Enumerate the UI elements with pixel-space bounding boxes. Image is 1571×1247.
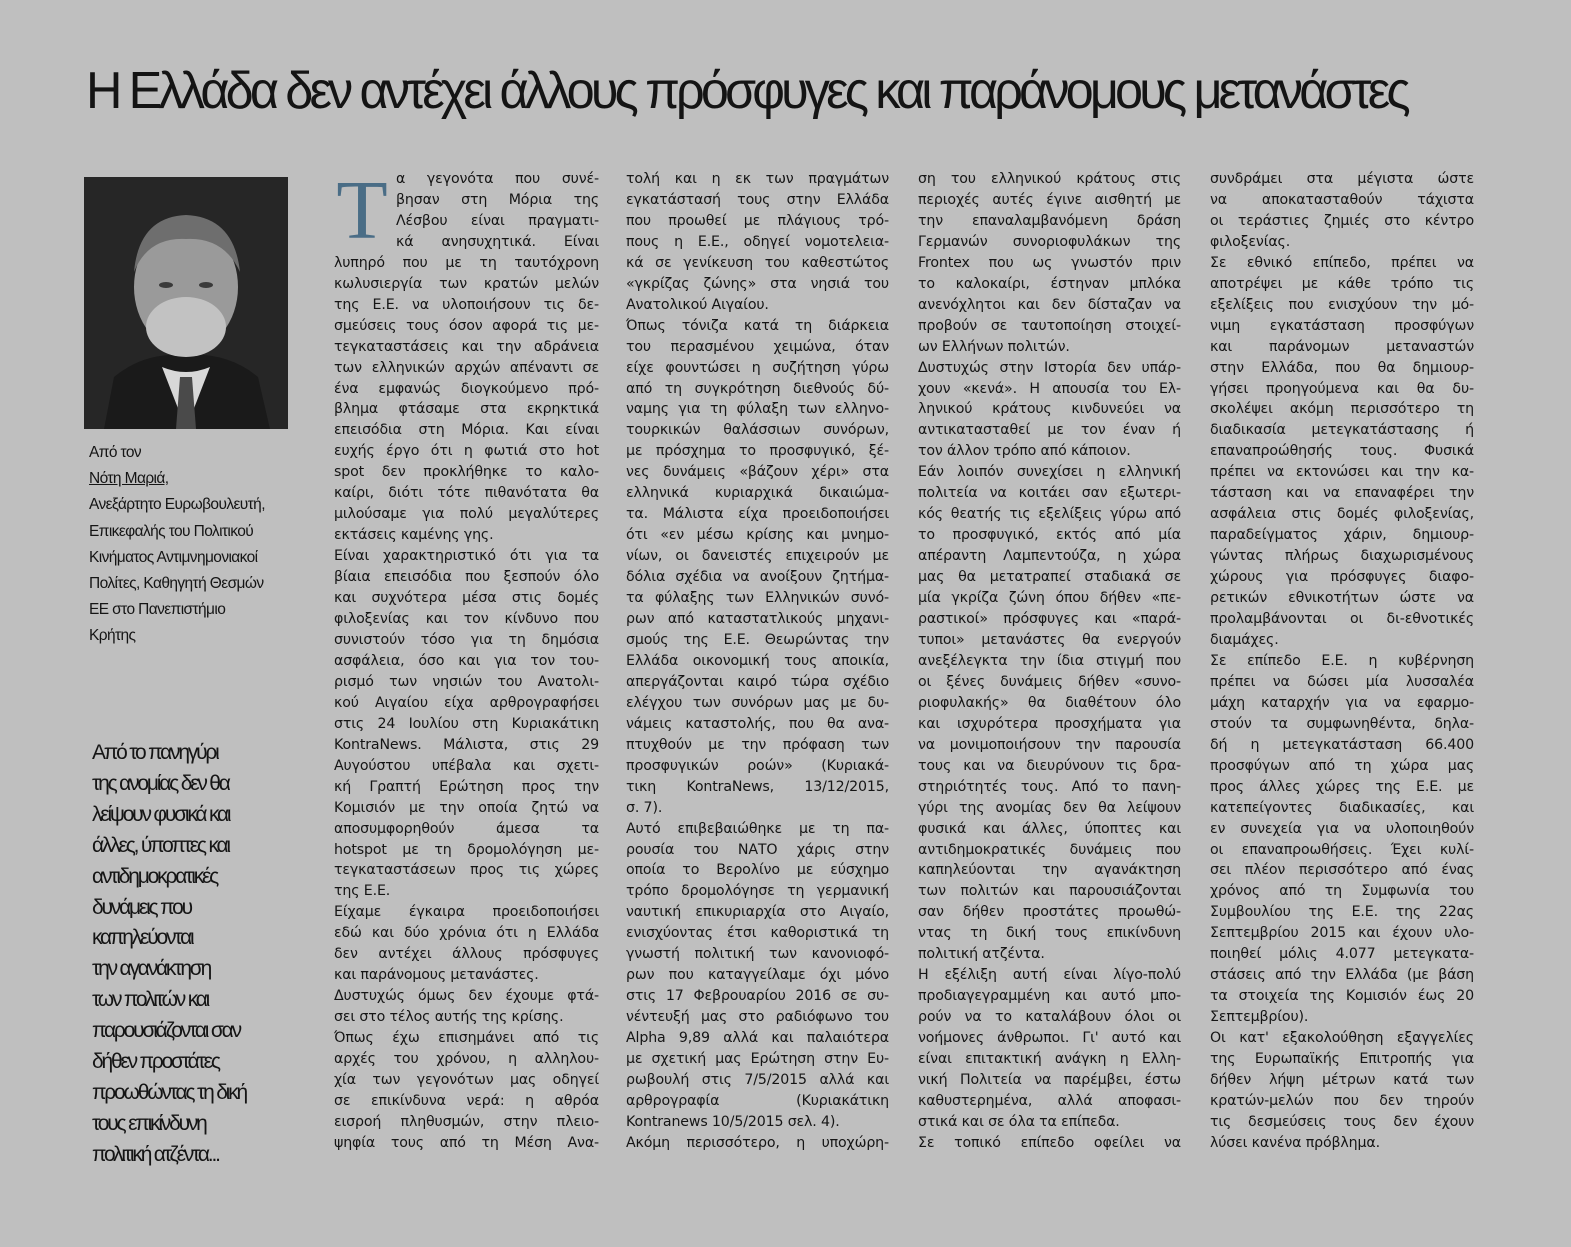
article-text-line: αρθρογραφία (Κυριακάτικη (626, 1092, 889, 1109)
article-text-line: επαναπροώθησής τους. Φυσικά (1210, 443, 1474, 460)
article-text-line: ενισχύοντας έτσι καθοριστικά τη (626, 925, 889, 942)
byline-line: Ανεξάρτητο Ευρωβουλευτή, (89, 496, 265, 514)
article-text-line: ρων από καταστατλικούς μηχανι- (626, 611, 889, 628)
article-text-line: πολιτική ατζέντα. (918, 946, 1045, 963)
article-text-line: δήθεν λήψη μέτρων κατά των (1210, 1071, 1474, 1088)
article-text-line: σκολέψει ακόμη περισσότερο τη (1210, 401, 1474, 418)
article-text-line: προλαμβάνονται οι δι-εθνοτικές (1210, 611, 1474, 628)
article-text-line: KontraNews. Μάλιστα, στις 29 (334, 736, 599, 753)
article-text-line: Είναι χαρακτηριστικό ότι για τα (334, 548, 599, 565)
article-text-line: τρόπο δρομολόγησε τη γερμανική (626, 883, 889, 900)
article-text-line: ων Ελλήνων πολιτών. (918, 338, 1070, 355)
article-text-line: προδιαγεγραμμένη και αυτό μπο- (918, 988, 1181, 1005)
article-text-line: νέντευξή μας στο ραδιόφωνο του (626, 1009, 889, 1026)
article-text-line: εγκατάστασή τους στην Ελλάδα (626, 191, 889, 208)
article-text-line: Η εξέλιξη αυτή είναι λίγο-πολύ (918, 967, 1181, 984)
article-text-line: του περασμένου χειμώνα, όταν (626, 338, 889, 355)
article-column-3 (918, 169, 1181, 1154)
pull-quote-line: των πολιτών και (92, 988, 209, 1012)
drop-cap: Τ (336, 164, 388, 257)
pull-quote-line: λείψουν φυσικά και (92, 802, 230, 826)
article-text-line: της Ε.Ε. (334, 883, 391, 900)
article-text-line: συνδράμει στα μέγιστα ώστε (1210, 171, 1474, 187)
article-text-line: κωλυσιεργία των κρατών μελών (334, 275, 599, 292)
article-text-line: λύσει κανένα πρόβλημα. (1210, 1134, 1380, 1151)
article-text-line: τυποι» μετανάστες θα ενεργούν (918, 631, 1181, 648)
article-text-line: ελέγχου των συνόρων μας με δυ- (626, 694, 889, 711)
article-text-line: παραδείγματος χάριν, δημιουρ- (1210, 527, 1474, 544)
article-text-line: φιλοξενίας. (1210, 233, 1291, 250)
article-text-line: πτυχθούν με την πρόφαση των (626, 736, 889, 753)
byline-line: Επικεφαλής του Πολιτικού (89, 522, 254, 540)
article-text-line: διαδικασία μετεγκατάστασης ή (1210, 422, 1474, 439)
article-text-line: ντας τη δική τους επικίνδυνη (918, 925, 1181, 942)
article-text-line: τους και να διευρύνουν τις δρα- (918, 757, 1181, 774)
article-text-line: είναι επιτακτική ανάγκη η Ελλη- (918, 1051, 1181, 1068)
article-column-1 (334, 164, 599, 1154)
article-text-line: φυσικά και άλλες, ύποπτες και (918, 820, 1181, 837)
article-text-line: α γεγονότα που συνέ- (396, 171, 599, 187)
pull-quote-line: τους επικίνδυνη (92, 1111, 206, 1135)
article-text-line: περιοχές αυτές έγινε αισθητή με (918, 191, 1181, 208)
article-text-line: με πρόσχημα το προσφυγικό, ξέ- (626, 443, 889, 460)
article-text-line: σε επικίνδυνα νερά: η αθρόα (334, 1092, 599, 1109)
article-text-line: ελληνικά κυριαρχικά δικαιώμα- (626, 485, 889, 502)
article-text-line: κού Αιγαίου είχα αρθρογραφήσει (334, 694, 599, 711)
article-text-line: εν συνεχεία για να υλοποιηθούν (1210, 820, 1474, 837)
byline-line: Πολίτες, Καθηγητή Θεσμών (89, 575, 264, 593)
article-text-line: εκτάσεις καμένης γης. (334, 527, 494, 544)
article-text-line: Frontex που ως γνωστόν πριν (918, 254, 1181, 271)
article-text-line: τικη KontraNews, 13/12/2015, (626, 778, 889, 795)
article-text-line: και ισχυρότερα προσχήματα για (918, 715, 1181, 732)
article-text-line: ότι «εν μέσω κρίσης και μνημο- (626, 527, 889, 544)
article-text-line: ασφάλεια στις δομές φιλοξενίας, (1210, 506, 1474, 523)
article-text-line: κρατών-μελών που δεν τηρούν (1210, 1092, 1474, 1109)
article-text-line: Όπως τόνιζα κατά τη διάρκεια (626, 317, 889, 334)
article-text-line: καίρι, διότι τότε πιθανότατα θα (334, 485, 599, 502)
pull-quote-line: παρουσιάζονται σαν (92, 1019, 240, 1043)
headline: Η Ελλάδα δεν αντέχει άλλους πρόσφυγες και παράνομους μετανάστες (86, 62, 1407, 120)
article-column-4 (1210, 169, 1474, 1154)
article-text-line: καθυστερημένα, αλλά αποφασι- (918, 1092, 1181, 1109)
article-text-line: αντιδημοκρατικές δυνάμεις που (918, 841, 1181, 858)
article-text-line: Εάν λοιπόν συνεχίσει η ελληνική (918, 464, 1181, 481)
article-text-line: «γκρίζας ζώνης» στα νησιά του (626, 275, 889, 292)
article-text-line: γνωστή πολιτική των κανονιοφό- (626, 946, 889, 963)
article-text-line: Οι κατ' εξακολούθηση εξαγγελίες (1210, 1030, 1474, 1047)
article-text-line: ασφάλεια, όσο και για τον του- (334, 652, 599, 669)
pull-quote-line: δυνάμεις που (92, 895, 191, 919)
article-text-line: και παράνομων μεταναστών (1210, 338, 1474, 355)
article-text-line: νοήμονες άνθρωποι. Γι' αυτό και (918, 1030, 1181, 1047)
article-text-line: ρουσία του ΝΑΤΟ χάρις στην (626, 841, 889, 858)
article-text-line: Όπως έχω επισημάνει από τις (334, 1030, 599, 1047)
article-text-line: Σεπτεμβρίου). (1210, 1009, 1309, 1026)
article-text-line: Γερμανών συνοριοφυλάκων της (918, 233, 1181, 250)
article-text-line: προς άλλες χώρες της Ε.Ε. με (1210, 778, 1474, 795)
article-text-line: επεισόδια στη Μόρια. Και είναι (334, 422, 599, 439)
byline-line: ΕΕ στο Πανεπιστήμιο (89, 601, 226, 619)
article-text-line: στικά και σε όλα τα επίπεδα. (918, 1113, 1120, 1130)
article-text-line: κά ανησυχητικά. Είναι (396, 233, 599, 250)
article-text-line: δή η μετεγκατάσταση 66.400 (1210, 736, 1474, 753)
article-text-line: ρούν να το καταλάβουν όλοι οι (918, 1009, 1181, 1026)
article-text-line: μιλούσαμε για πολύ μεγαλύτερες (334, 506, 599, 523)
article-text-line: στις 17 Φεβρουαρίου 2016 σε συ- (626, 988, 889, 1005)
article-text-line: το προσφυγικό, εκτός από μία (918, 527, 1181, 544)
article-text-line: τολή και η εκ των πραγμάτων (626, 171, 889, 187)
article-text-line: ρων που καταγγείλαμε όχι μόνο (626, 967, 889, 984)
article-text-line: hotspot με τη δρομολόγηση με- (334, 841, 599, 858)
article-text-line: προσφυγικών ροών» (Κυριακά- (626, 757, 889, 774)
article-text-line: αρχές του χρόνου, η αλληλου- (334, 1051, 599, 1068)
article-text-line: διαμάχες. (1210, 631, 1279, 648)
article-text-line: από τη συγκρότηση διεθνούς δύ- (626, 380, 889, 397)
article-text-line: τις δεσμεύσεις τους δεν έχουν (1210, 1113, 1474, 1130)
pull-quote-line: Από το πανηγύρι (92, 741, 218, 764)
article-text-line: πολιτεία να κοιτάει σαν εξωτερι- (918, 485, 1181, 502)
article-text-line: συνιστούν τόσο για τη δημόσια (334, 631, 599, 648)
article-text-line: ρισμό των νησιών του Ανατολι- (334, 673, 599, 690)
byline-line: Κρήτης (89, 627, 136, 645)
article-text-line: ραστικοί» πρόσφυγες και «παρά- (918, 611, 1181, 628)
article-text-line: κή Γραπτή Ερώτηση προς την (334, 778, 599, 795)
article-text-line: πρέπει να δώσει μία λυσσαλέα (1210, 673, 1474, 690)
article-text-line: κά σε γενίκευση του καθεστώτος (626, 254, 889, 271)
article-text-line: χουν «κενά». Η απουσία του Ελ- (918, 380, 1181, 397)
article-text-line: ληνικού κράτους κινδυνεύει να (918, 401, 1181, 418)
article-text-line: χρόνος από τη Συμφωνία του (1210, 883, 1474, 900)
article-text-line: σμούς της Ε.Ε. Θεωρώντας την (626, 631, 889, 648)
article-text-line: Σεπτεμβρίου 2015 και έχουν υλο- (1210, 925, 1474, 942)
pull-quote-line: δήθεν προστάτες (92, 1050, 219, 1074)
article-text-line: ανεξέλεγκτα την ίδια στιγμή που (918, 652, 1181, 669)
article-text-line: εισροή πληθυσμών, στην πλειο- (334, 1113, 599, 1130)
article-text-line: χώρους για πρόσφυγες διαφο- (1210, 569, 1474, 586)
pull-quote-line: άλλες, ύποπτες και (92, 833, 229, 857)
article-text-line: νιμη εγκατάσταση προσφύγων (1210, 317, 1474, 334)
article-text-line: τουρκικών θαλάσσιων συνόρων, (626, 422, 889, 439)
article-text-line: λυπηρό που με τη ταυτόχρονη (334, 254, 599, 271)
article-text-line: της Ε.Ε. να υλοποιήσουν τις δε- (334, 296, 599, 313)
article-text-line: είχε φουντώσει η συζήτηση γύρω (626, 359, 889, 376)
article-text-line: τα φύλαξης των Ελληνικών συνό- (626, 590, 889, 607)
article-text-line: ευχής έργο ότι η φωτιά στο hot (334, 443, 599, 460)
article-text-line: και παράνομους μετανάστες. (334, 967, 539, 984)
article-text-line: με σχετική μας Ερώτηση στην Ευ- (626, 1051, 889, 1068)
article-text-line: τεγκαταστάσεων προς τις χώρες (334, 862, 599, 879)
pull-quote-line: της ανομίας δεν θα (92, 771, 229, 795)
article-text-line: εξελίξεις που ενισχύουν την μό- (1210, 296, 1474, 313)
article-text-line: τον άλλον τρόπο από κάποιον. (918, 443, 1131, 460)
article-text-line: ποιηθεί μόλις 4.077 μετεγκατα- (1210, 946, 1474, 963)
article-text-line: φιλοξενίας και τον κίνδυνο που (334, 611, 599, 628)
article-text-line: Ακόμη περισσότερο, η υποχώρη- (626, 1134, 889, 1151)
article-text-line: το καλοκαίρι, έστηναν μπλόκα (918, 275, 1181, 292)
article-text-line: Kontranews 10/5/2015 σελ. 4). (626, 1113, 840, 1130)
article-text-line: νάμεις καταστολής, που θα ανα- (626, 715, 889, 732)
article-text-line: που προωθεί με πλάγιους τρό- (626, 212, 889, 229)
article-text-line: Συμβουλίου της Ε.Ε. της 22ας (1210, 904, 1474, 921)
article-text-line: στηριότητές τους. Από το πανη- (918, 778, 1181, 795)
article-text-line: ναυτική επικυριαρχία στο Αιγαίο, (626, 904, 889, 921)
article-text-line: spot δεν προκλήθηκε το καλο- (334, 464, 599, 481)
article-text-line: Ανατολικού Αιγαίου. (626, 296, 769, 313)
article-text-line: απεργάζονται καιρό τώρα σχέδιο (626, 673, 889, 690)
article-text-line: ναμης για τη φύλαξη των ελληνο- (626, 401, 889, 418)
article-text-line: κατεπείγοντες διαδικασίες, και (1210, 799, 1474, 816)
article-text-line: την επαναλαμβανόμενη δράση (918, 212, 1181, 229)
article-text-line: τα. Μάλιστα είχα προειδοποιήσει (626, 506, 889, 523)
article-text-line: Αυτό επιβεβαιώθηκε με τη πα- (626, 820, 889, 837)
article-text-line: της Ευρωπαϊκής Επιτροπής για (1210, 1051, 1474, 1068)
article-text-line: ριοφυλακής» θα διαθέτουν όλο (918, 694, 1181, 711)
article-text-line: τάσταση και να επαναφέρει την (1210, 485, 1474, 502)
article-text-line: πους η Ε.Ε., οδηγεί νομοτελεια- (626, 233, 889, 250)
author-photo (84, 177, 288, 429)
pull-quote-line: αντιδημοκρατικές (92, 864, 218, 888)
article-text-line: Είχαμε έγκαιρα προειδοποιήσει (334, 904, 599, 921)
pull-quote (92, 738, 312, 1171)
article-text-line: αντικατασταθεί με τον έναν ή (918, 422, 1181, 439)
article-text-line: χία των γεγονότων μας οδηγεί (334, 1071, 599, 1088)
article-text-line: απέραντη Λαμπεντούζα, η χώρα (918, 548, 1181, 565)
article-text-line: Αυγούστου υπέβαλα και σχετι- (334, 757, 599, 774)
byline-line: Από τον (89, 444, 142, 461)
article-text-line: νες δυνάμεις «βάζουν χέρι» στα (626, 464, 889, 481)
article-text-line: Λέσβου είναι πραγματι- (396, 212, 599, 229)
article-text-line: να αποκατασταθούν τάχιστα (1210, 191, 1474, 208)
article-text-line: αποσυμφορηθούν άμεσα τα (334, 820, 599, 837)
article-text-line: ρετικών εθνικοτήτων ώστε να (1210, 590, 1474, 607)
pull-quote-line: καπηλεύονται (92, 926, 193, 950)
pull-quote-line: πολιτική ατζέντα... (92, 1142, 219, 1166)
article-text-line: σμεύσεις τους όσον αφορά τις με- (334, 317, 599, 334)
article-text-line: να μονιμοποιήσουν την παρουσία (918, 736, 1181, 753)
article-text-line: νίων, οι δανειστές επιχειρούν με (626, 548, 889, 565)
pull-quote-line: την αγανάκτηση (92, 957, 211, 981)
article-text-line: πρέπει να εκτονώσει και την κα- (1210, 464, 1474, 481)
article-text-line: αποτρέψει με κάθε τρόπο τις (1210, 275, 1474, 292)
article-text-line: οι επαναπροωθήσεις. Έχει κυλί- (1210, 841, 1474, 858)
article-text-line: στάσεις από την Ελλάδα (με βάση (1210, 967, 1474, 984)
article-text-line: τα στοιχεία της Κομισιόν έως 20 (1210, 988, 1474, 1005)
article-text-line: Κομισιόν με την οποία ζητώ να (334, 799, 599, 816)
article-text-line: τεγκαταστάσεις και την αδράνεια (334, 338, 599, 355)
article-text-line: γήσει προηγούμενα και θα δυ- (1210, 380, 1474, 397)
article-text-line: νική Πολιτεία να παρέμβει, έστω (918, 1071, 1181, 1088)
article-text-line: Ελλάδα οικονομική τους αποικία, (626, 652, 889, 669)
article-text-line: βίαια επεισόδια που ξεσπούν όλο (334, 569, 599, 586)
article-text-line: γώντας πλήρως διαχωρισμένους (1210, 548, 1474, 565)
article-text-line: κός θεατής τις εξελίξεις γύρω από (918, 506, 1181, 523)
article-text-line: ανενόχλητοι και δεν δίσταζαν να (918, 296, 1181, 313)
article-text-line: γύρι της ανομίας δεν θα λείψουν (918, 799, 1181, 816)
article-text-line: καπηλεύονται την αγανάκτηση (918, 862, 1181, 879)
article-text-line: και συχνότερα μέσα στις δομές (334, 590, 599, 607)
article-text-line: βησαν στη Μόρια της (396, 191, 599, 208)
article-text-line: ψηφία τους από τη Μέση Ανα- (334, 1134, 599, 1151)
article-text-line: ρωβουλή στις 7/5/2015 αλλά και (626, 1071, 889, 1088)
article-text-line: μία γκρίζα ζώνη όπου δήθεν «πε- (918, 590, 1181, 607)
article-text-line: Σε επίπεδο Ε.Ε. η κυβέρνηση (1210, 652, 1474, 669)
article-text-line: Alpha 9,89 αλλά και παλαιότερα (626, 1030, 889, 1047)
article-text-line: οι τεράστιες ζημιές στο κέντρο (1210, 212, 1474, 229)
article-text-line: οποία το Βερολίνο με εύσχημο (626, 862, 889, 879)
article-text-line: Σε τοπικό επίπεδο οφείλει να (918, 1134, 1181, 1151)
article-text-line: Δυστυχώς στην Ιστορία δεν υπάρ- (918, 359, 1181, 376)
author-portrait-image (84, 177, 288, 429)
article-text-line: σει στο τέλος αυτής της κρίσης. (334, 1009, 564, 1026)
article-text-line: εδώ και δύο χρόνια ότι η Ελλάδα (334, 925, 599, 942)
byline-author-name: Νότη Μαριά, (89, 470, 169, 488)
article-text-line: στην Ελλάδα, που θα δημιουρ- (1210, 359, 1474, 376)
article-text-line: ένα εμφανώς διογκούμενο πρό- (334, 380, 599, 397)
article-text-line: σει πλέον περισσότερο από ένας (1210, 862, 1474, 879)
article-text-line: δεν αντέχει άλλους πρόσφυγες (334, 946, 599, 963)
article-text-line: στούν τα συμφωνηθέντα, δηλα- (1210, 715, 1474, 732)
article-text-line: οι ξένες δυνάμεις δήθεν «συνο- (918, 673, 1181, 690)
article-text-line: προβούν σε ταυτοποίηση στοιχεί- (918, 317, 1181, 334)
article-text-line: βλημα φτάσαμε στα εκρηκτικά (334, 401, 599, 418)
article-text-line: σαν δήθεν προστάτες προωθώ- (918, 904, 1181, 921)
article-text-line: δόλια σχέδια να ανοίξουν ζητήμα- (626, 569, 889, 586)
article-text-line: ση του ελληνικού κράτους στις (918, 171, 1181, 187)
byline-line: Κινήματος Αντιμνημονιακοί (89, 548, 258, 566)
article-text-line: Δυστυχώς όμως δεν έχουμε φτά- (334, 988, 599, 1005)
article-text-line: σ. 7). (626, 799, 663, 816)
article-text-line: στις 24 Ιουλίου στη Κυριακάτικη (334, 715, 599, 732)
pull-quote-line: προωθώντας τη δική (92, 1080, 246, 1104)
author-byline (89, 440, 319, 650)
article-text-line: μάχη καταρχήν για να εφαρμο- (1210, 694, 1474, 711)
article-text-line: μας θα μετατραπεί σταδιακά σε (918, 569, 1181, 586)
article-column-2 (626, 169, 889, 1154)
article-text-line: των πολιτών και παρουσιάζονται (918, 883, 1181, 900)
article-text-line: προσφύγων από τη χώρα μας (1210, 757, 1474, 774)
article-text-line: Σε εθνικό επίπεδο, πρέπει να (1210, 254, 1474, 271)
article-text-line: των ελληνικών αρχών απέναντι σε (334, 359, 599, 376)
